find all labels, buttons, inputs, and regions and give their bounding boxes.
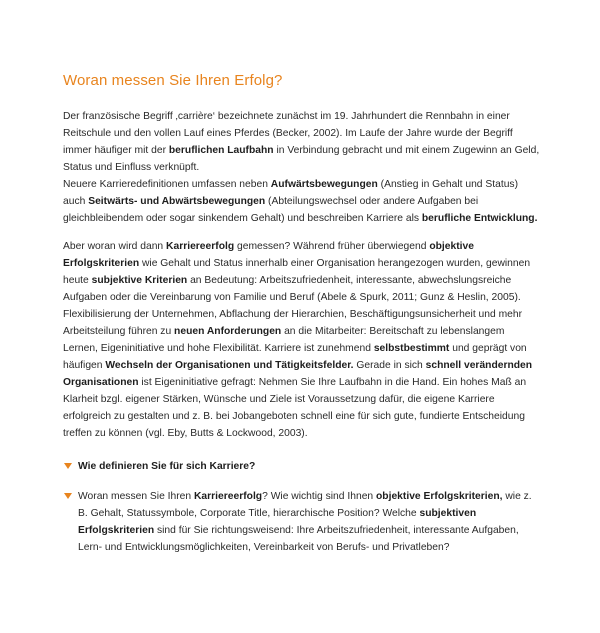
text-span: an Bedeutung: Arbeitszufriedenheit, interessante, abwechslungsreiche Aufgaben oder die Vereinbarung von Familie und Beruf (Abele & Spurk, 2011; Gunz & Heslin, 2005). bbox=[63, 275, 521, 303]
text-span: wie z. B. Gehalt, Statussymbole, Corporate Title, hierarchische Position? Welche bbox=[78, 491, 532, 519]
emphasis: berufliche Entwicklung. bbox=[421, 213, 538, 224]
emphasis: neuen Anforderungen bbox=[174, 326, 282, 337]
text-span: (Abteilungswechsel oder andere Aufgaben bei gleichbleibendem oder sogar sinkendem Gehalt) und beschreiben Karriere als bbox=[63, 196, 479, 224]
text-span: (Anstieg in Gehalt und Status) auch bbox=[63, 179, 519, 207]
triangle-bullet-icon bbox=[64, 493, 72, 499]
emphasis: Seitwärts- und Abwärtsbewegungen bbox=[88, 196, 266, 207]
emphasis: objektive Erfolgskriterien bbox=[63, 241, 474, 269]
article bbox=[63, 72, 541, 556]
text-span: ist Eigeninitiative gefragt: Nehmen Sie Ihre Laufbahn in die Hand. Ein hohes Maß an Klarheit bzgl. eigener Stärken, Wünsche und Ziele ist Voraussetzung dafür, die eigene Karriere erfolgreich zu gestalten und z. B. bei Jobangeboten schnell eine für sich gute, fundierte Entscheidung treffen zu können (vgl. Eby, Butts & Lockwood, 2003). bbox=[63, 377, 527, 439]
text-span: gemessen? Während früher überwiegend bbox=[234, 241, 430, 252]
emphasis: selbstbestimmt bbox=[373, 343, 450, 354]
text-span: sind für Sie richtungsweisend: Ihre Arbeitszufriedenheit, interessante Aufgaben, Lern- und Entwicklungsmöglichkeiten, Vereinbarkeit von Berufs- und Privatleben? bbox=[78, 525, 519, 553]
emphasis: subjektive Kriterien bbox=[91, 275, 188, 286]
triangle-bullet-icon bbox=[64, 463, 72, 469]
paragraph-career-definition bbox=[63, 108, 541, 227]
text-span: in Verbindung gebracht und mit einem Zugewinn an Geld, Status und Einfluss verknüpft. bbox=[63, 145, 540, 173]
emphasis: Aufwärtsbewegungen bbox=[270, 179, 378, 190]
question-item bbox=[63, 488, 541, 556]
question-list bbox=[63, 458, 541, 556]
text-span: ? Wie wichtig sind Ihnen bbox=[262, 491, 377, 502]
text-span: Flexibilisierung der Unternehmen, Abflachung der Hierarchien, Beschäftigungsunsicherheit und mehr Arbeitsteilung führen zu bbox=[63, 309, 523, 337]
emphasis: Wie definieren Sie für sich Karriere? bbox=[78, 461, 256, 472]
text-span: Neuere Karrieredefinitionen umfassen neben bbox=[63, 179, 271, 190]
text-span: Gerade in sich bbox=[353, 360, 426, 371]
question-item bbox=[63, 458, 541, 475]
emphasis: Wechseln der Organisationen und Tätigkeitsfelder. bbox=[105, 360, 354, 371]
text-span: wie Gehalt und Status innerhalb einer Organisation herangezogen wurden, gewinnen heute bbox=[63, 258, 531, 286]
emphasis: Karriereerfolg bbox=[194, 491, 263, 502]
emphasis: objektive Erfolgskriterien, bbox=[376, 491, 503, 502]
text-span: Woran messen Sie Ihren bbox=[78, 491, 194, 502]
emphasis: beruflichen Laufbahn bbox=[168, 145, 274, 156]
emphasis: schnell verändernden Organisationen bbox=[63, 360, 533, 388]
text-span: und geprägt von häufigen bbox=[63, 343, 527, 371]
section-heading: Woran messen Sie Ihren Erfolg? bbox=[63, 72, 283, 89]
emphasis: subjektiven Erfolgskriterien bbox=[78, 508, 477, 536]
text-span: Aber woran wird dann bbox=[63, 241, 167, 252]
text-span: Der französische Begriff ‚carrière‘ bezeichnete zunächst im 19. Jahrhundert die Rennbahn in einer Reitschule und den vollen Lauf eines Pferdes (Becker, 2002). Im Laufe der Jahre wurde der Begriff immer häufiger mit der bbox=[63, 111, 513, 156]
paragraph-career-success bbox=[63, 238, 541, 442]
emphasis: Karriereerfolg bbox=[166, 241, 235, 252]
text-span: an die Mitarbeiter: Bereitschaft zu lebenslangem Lernen, Eigeninitiative und hohe Flexibilität. Karriere ist zunehmend bbox=[63, 326, 505, 354]
